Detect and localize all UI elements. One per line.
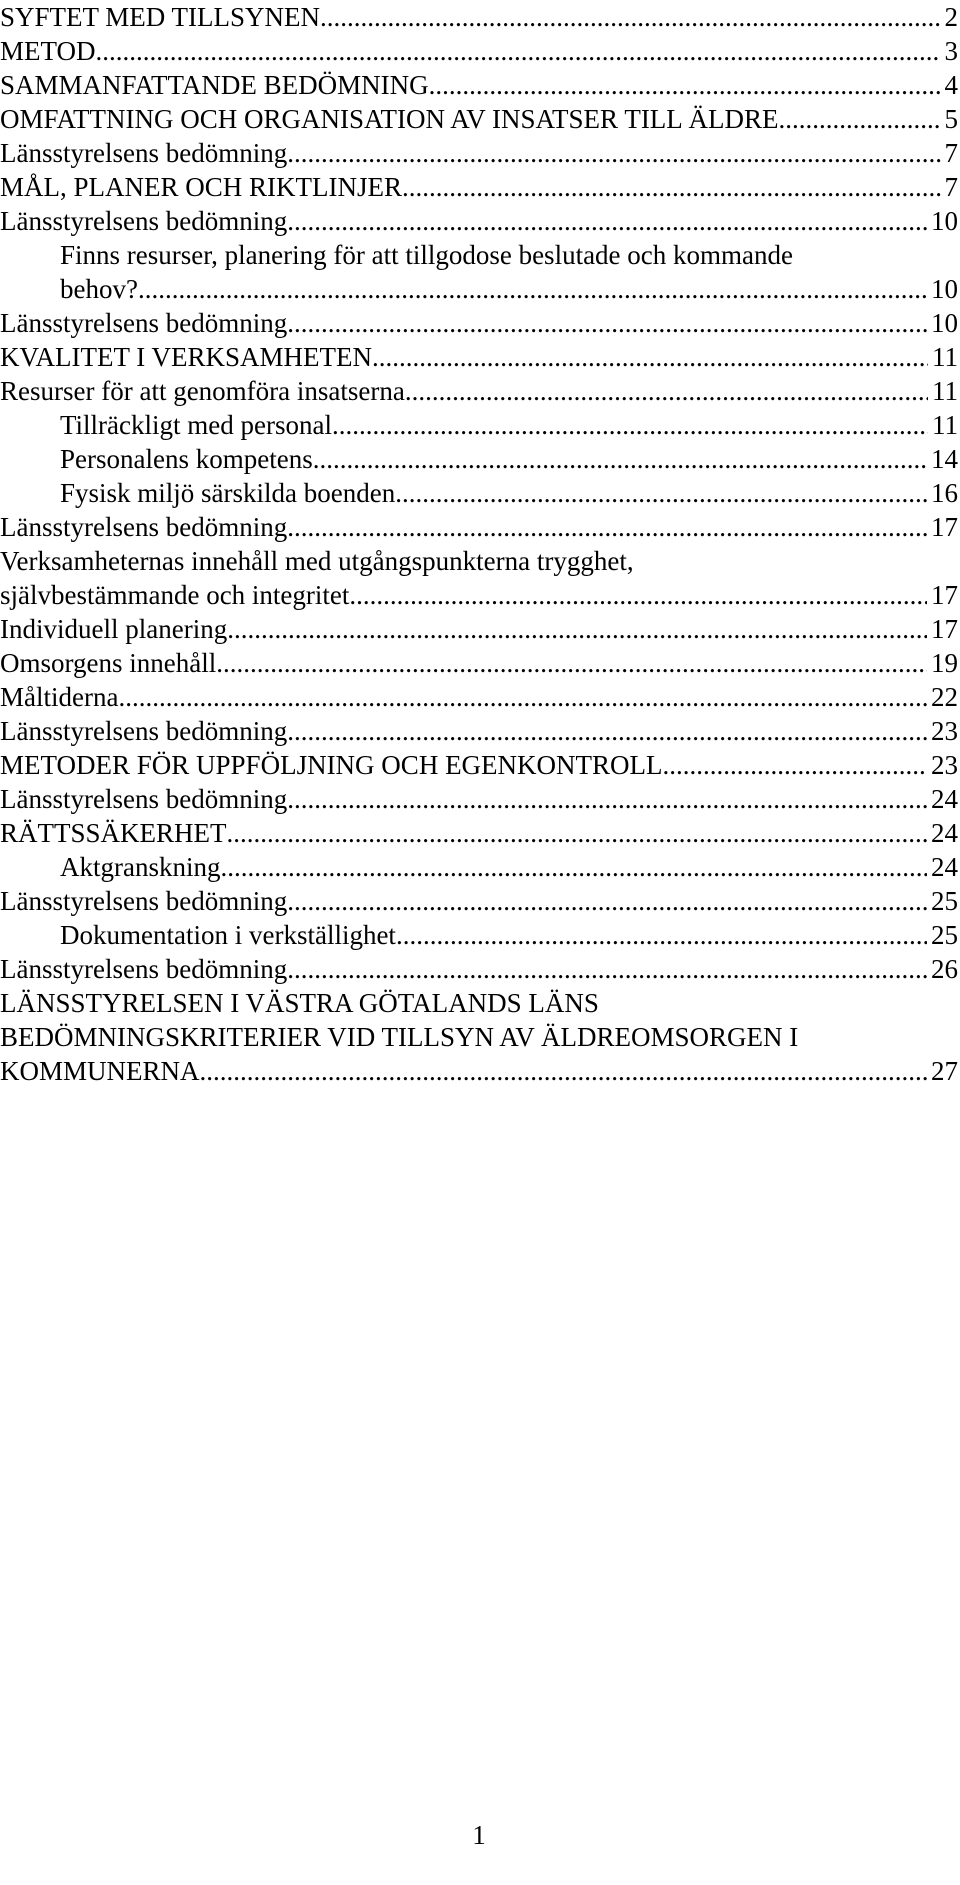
toc-entry-page-number: 16 [931, 478, 958, 508]
toc-entry-title: Länsstyrelsens bedömning [0, 206, 288, 236]
dot-leader [287, 510, 927, 544]
toc-entry-line [0, 102, 958, 136]
toc-entry-title: SAMMANFATTANDE BEDÖMNING [0, 70, 429, 100]
toc-entry-title: Länsstyrelsens bedömning [0, 716, 288, 746]
toc-entry[interactable] [0, 306, 958, 340]
dot-leader [402, 170, 941, 204]
toc-entry-title: Länsstyrelsens bedömning [0, 784, 288, 814]
toc-entry-line [60, 272, 958, 306]
toc-entry-title: KOMMUNERNA [0, 1056, 200, 1086]
dot-leader [395, 476, 927, 510]
dot-leader [779, 102, 941, 136]
toc-entry-line [0, 34, 958, 68]
toc-entry-line [0, 748, 958, 782]
toc-entry[interactable] [0, 102, 958, 136]
toc-entry-page-number: 10 [931, 308, 958, 338]
toc-entry-line [0, 204, 958, 238]
toc-entry[interactable] [0, 476, 958, 510]
toc-entry[interactable] [0, 442, 958, 476]
toc-entry-title: behov? [60, 274, 138, 304]
toc-entry[interactable] [0, 68, 958, 102]
toc-entry-title: Dokumentation i verkställighet [60, 920, 396, 950]
toc-entry-page-number: 11 [932, 410, 958, 440]
toc-entry[interactable] [0, 34, 958, 68]
page-number: 1 [472, 1820, 486, 1850]
toc-entry-title: Resurser för att genomföra insatserna [0, 376, 405, 406]
toc-entry-line [0, 646, 958, 680]
toc-entry[interactable] [0, 782, 958, 816]
toc-entry-title: SYFTET MED TILLSYNEN [0, 2, 321, 32]
dot-leader [349, 578, 927, 612]
toc-entry-title: självbestämmande och integritet [0, 580, 350, 610]
toc-entry-page-number: 3 [944, 36, 958, 66]
toc-entry-page-number: 24 [931, 818, 958, 848]
toc-entry[interactable] [0, 816, 958, 850]
toc-entry[interactable] [0, 510, 958, 544]
toc-entry-title: Personalens kompetens [60, 444, 313, 474]
toc-entry-page-number: 26 [931, 954, 958, 984]
toc-entry[interactable] [0, 612, 958, 646]
dot-leader [216, 646, 927, 680]
dot-leader [96, 34, 941, 68]
toc-entry[interactable] [0, 374, 958, 408]
toc-entry-line [0, 136, 958, 170]
toc-entry-title-line: BEDÖMNINGSKRITERIER VID TILLSYN AV ÄLDREOMSORGEN I [0, 1022, 799, 1052]
toc-entry-page-number: 4 [944, 70, 958, 100]
toc-entry[interactable] [0, 748, 958, 782]
toc-entry-page-number: 5 [944, 104, 958, 134]
toc-entry-page-number: 25 [931, 920, 958, 950]
toc-entry-page-number: 17 [931, 580, 958, 610]
toc-entry-line [0, 612, 958, 646]
toc-entry-line [0, 578, 958, 612]
toc-entry-page-number: 19 [931, 648, 958, 678]
toc-entry-title: RÄTTSSÄKERHET [0, 818, 227, 848]
toc-entry-title: OMFATTNING OCH ORGANISATION AV INSATSER TILL ÄLDRE [0, 104, 779, 134]
toc-entry-line [0, 0, 958, 34]
toc-entry-title-line: Verksamheternas innehåll med utgångspunkterna trygghet, [0, 546, 634, 576]
toc-entry-title: Länsstyrelsens bedömning [0, 308, 288, 338]
toc-entry[interactable] [0, 952, 958, 986]
toc-entry-title: Individuell planering [0, 614, 228, 644]
toc-entry-line [60, 850, 958, 884]
toc-entry-page-number: 25 [931, 886, 958, 916]
toc-entry[interactable] [0, 986, 958, 1088]
toc-entry[interactable] [0, 136, 958, 170]
dot-leader [138, 272, 927, 306]
dot-leader [320, 0, 940, 34]
toc-entry-page-number: 27 [931, 1056, 958, 1086]
toc-entry[interactable] [0, 204, 958, 238]
toc-entry-title: Länsstyrelsens bedömning [0, 954, 288, 984]
dot-leader [287, 884, 927, 918]
toc-entry-page-number: 24 [931, 852, 958, 882]
toc-entry-page-number: 7 [944, 138, 958, 168]
toc-entry-line [0, 170, 958, 204]
dot-leader [200, 1054, 927, 1088]
toc-entry-line [0, 510, 958, 544]
toc-entry-line [0, 884, 958, 918]
toc-entry-line [0, 680, 958, 714]
toc-entry-page-number: 17 [931, 512, 958, 542]
toc-entry-page-number: 10 [931, 206, 958, 236]
toc-entry-page-number: 22 [931, 682, 958, 712]
toc-entry-page-number: 24 [931, 784, 958, 814]
dot-leader [663, 748, 927, 782]
dot-leader [220, 850, 927, 884]
toc-entry-page-number: 23 [931, 750, 958, 780]
toc-entry-page-number: 14 [931, 444, 958, 474]
toc-entry-line [0, 340, 958, 374]
toc-entry[interactable] [0, 170, 958, 204]
toc-entry[interactable] [0, 850, 958, 884]
dot-leader [287, 952, 927, 986]
toc-entry-title: METOD [0, 36, 96, 66]
dot-leader [313, 442, 927, 476]
toc-entry[interactable] [0, 408, 958, 442]
toc-entry-page-number: 17 [931, 614, 958, 644]
toc-entry[interactable] [0, 238, 958, 306]
toc-entry-line [0, 306, 958, 340]
toc-entry-title: Måltiderna [0, 682, 119, 712]
dot-leader [429, 68, 941, 102]
dot-leader [227, 816, 927, 850]
toc-entry-title: MÅL, PLANER OCH RIKTLINJER [0, 172, 402, 202]
toc-entry-title: Tillräckligt med personal [60, 410, 332, 440]
toc-entry[interactable] [0, 884, 958, 918]
toc-entry-title-line: Finns resurser, planering för att tillgodose beslutade och kommande [60, 240, 793, 270]
toc-entry[interactable] [0, 714, 958, 748]
dot-leader [287, 714, 927, 748]
toc-entry-title: Länsstyrelsens bedömning [0, 138, 288, 168]
dot-leader [287, 306, 927, 340]
toc-entry-title: KVALITET I VERKSAMHETEN [0, 342, 372, 372]
toc-entry-line [0, 782, 958, 816]
toc-entry-line [0, 68, 958, 102]
toc-entry-line [60, 918, 958, 952]
toc-entry[interactable] [0, 340, 958, 374]
toc-entry[interactable] [0, 918, 958, 952]
dot-leader [396, 918, 927, 952]
toc-entry-title-line: LÄNSSTYRELSEN I VÄSTRA GÖTALANDS LÄNS [0, 988, 599, 1018]
dot-leader [227, 612, 927, 646]
dot-leader [287, 204, 927, 238]
toc-entry-page-number: 10 [931, 274, 958, 304]
toc-entry-line [0, 714, 958, 748]
toc-entry-line [60, 476, 958, 510]
toc-entry-title: Omsorgens innehåll [0, 648, 217, 678]
dot-leader [118, 680, 927, 714]
toc-entry-title: Fysisk miljö särskilda boenden [60, 478, 396, 508]
dot-leader [287, 782, 927, 816]
dot-leader [287, 136, 940, 170]
toc-entry[interactable] [0, 680, 958, 714]
dot-leader [372, 340, 928, 374]
toc-entry-title: Aktgranskning [60, 852, 221, 882]
toc-entry[interactable] [0, 544, 958, 612]
toc-entry-title: METODER FÖR UPPFÖLJNING OCH EGENKONTROLL [0, 750, 663, 780]
toc-entry[interactable] [0, 0, 958, 34]
toc-entry-title: Länsstyrelsens bedömning [0, 886, 288, 916]
dot-leader [405, 374, 928, 408]
toc-entry-page-number: 2 [944, 2, 958, 32]
toc-entry-page-number: 23 [931, 716, 958, 746]
toc-entry-line [0, 816, 958, 850]
dot-leader [332, 408, 928, 442]
toc-entry-page-number: 7 [944, 172, 958, 202]
toc-entry-line [0, 374, 958, 408]
toc-entry-page-number: 11 [932, 376, 958, 406]
toc-entry-line [0, 952, 958, 986]
toc-entry-line [60, 442, 958, 476]
toc-entry-title: Länsstyrelsens bedömning [0, 512, 288, 542]
toc-entry-page-number: 11 [932, 342, 958, 372]
toc-entry-line [60, 408, 958, 442]
toc-entry[interactable] [0, 646, 958, 680]
toc-entry-line [0, 1054, 958, 1088]
